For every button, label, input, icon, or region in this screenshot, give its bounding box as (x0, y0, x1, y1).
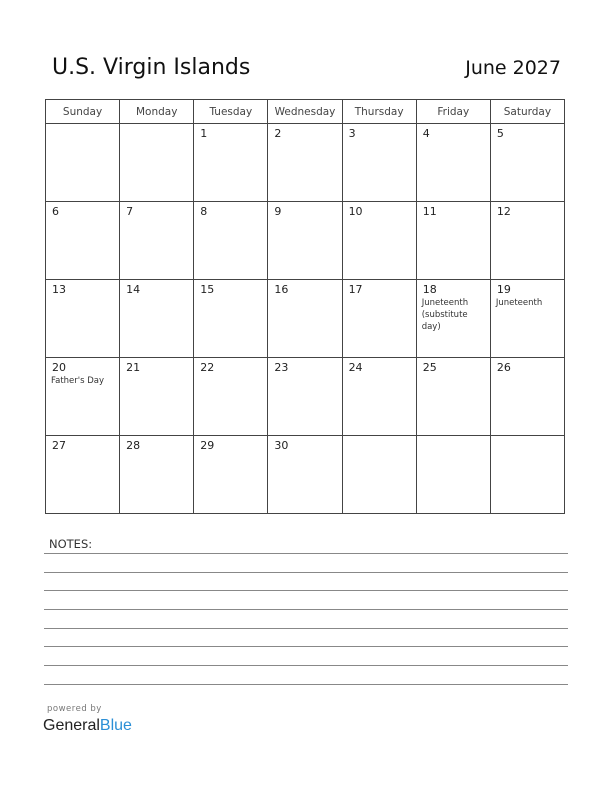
day-cell (342, 358, 416, 436)
day-cell (194, 280, 268, 358)
day-cell (416, 436, 490, 514)
day-number: 8 (200, 205, 208, 218)
week-row (46, 280, 565, 358)
day-number: 1 (200, 127, 208, 140)
day-number: 28 (126, 439, 141, 452)
day-cell (490, 280, 564, 358)
day-cell (490, 202, 564, 280)
notes-label: NOTES: (49, 537, 93, 551)
day-cell (490, 436, 564, 514)
calendar-grid (45, 99, 565, 514)
day-cell (46, 202, 120, 280)
day-number: 6 (52, 205, 59, 218)
brand-general: General (43, 717, 100, 734)
day-number: 18 (422, 283, 437, 296)
weekday-header: Monday (120, 100, 194, 124)
notes-line (44, 665, 568, 666)
day-cell (490, 124, 564, 202)
notes-line (44, 628, 568, 629)
weekday-header: Friday (416, 100, 490, 124)
day-cell (416, 202, 490, 280)
notes-line (44, 684, 568, 685)
day-cell (194, 436, 268, 514)
week-row (46, 202, 565, 280)
brand-blue: Blue (99, 717, 132, 734)
day-number: 4 (422, 127, 430, 140)
day-number: 9 (274, 205, 282, 218)
calendar-title: U.S. Virgin Islands (52, 55, 251, 80)
day-number: 7 (126, 205, 134, 218)
holiday-label: Juneteenth (495, 298, 543, 308)
day-cell (268, 280, 342, 358)
day-cell (120, 202, 194, 280)
notes-line (44, 590, 568, 591)
day-cell (194, 124, 268, 202)
day-number: 16 (274, 283, 289, 296)
notes-line (44, 553, 568, 554)
day-number: 24 (348, 361, 363, 374)
day-cell (46, 436, 120, 514)
day-number: 27 (52, 439, 66, 452)
day-number: 13 (52, 283, 66, 296)
weekday-header-row (46, 100, 565, 124)
day-number: 14 (126, 283, 141, 296)
day-cell (268, 436, 342, 514)
weekday-header: Thursday (342, 100, 416, 124)
day-cell (490, 358, 564, 436)
day-number: 5 (496, 127, 504, 140)
day-cell (46, 358, 120, 436)
day-number: 19 (496, 283, 511, 296)
day-cell (268, 124, 342, 202)
day-number: 30 (274, 439, 289, 452)
weekday-header: Tuesday (194, 100, 268, 124)
day-cell (342, 280, 416, 358)
day-number: 3 (348, 127, 356, 140)
day-cell (194, 358, 268, 436)
month-label: June 2027 (465, 57, 561, 79)
day-cell (416, 358, 490, 436)
day-number: 17 (348, 283, 363, 296)
day-cell (268, 358, 342, 436)
day-cell (342, 124, 416, 202)
powered-by-text: powered by (47, 704, 102, 714)
day-number: 20 (52, 361, 66, 374)
day-number: 29 (200, 439, 215, 452)
day-number: 25 (422, 361, 437, 374)
day-number: 21 (126, 361, 141, 374)
day-number: 22 (200, 361, 215, 374)
holiday-label: Father's Day (51, 376, 105, 386)
day-cell (46, 124, 120, 202)
day-cell (268, 202, 342, 280)
day-cell (120, 436, 194, 514)
day-number: 10 (348, 205, 363, 218)
weekday-header: Sunday (46, 100, 120, 124)
day-cell (120, 280, 194, 358)
generalblue-logo[interactable] (43, 717, 132, 735)
day-cell (342, 436, 416, 514)
day-number: 2 (274, 127, 282, 140)
week-row (46, 436, 565, 514)
weekday-header: Wednesday (268, 100, 342, 124)
day-cell (416, 280, 490, 358)
weekday-header: Saturday (490, 100, 564, 124)
holiday-label: Juneteenth (substitute day) (421, 298, 469, 332)
week-row (46, 358, 565, 436)
day-number: 26 (496, 361, 511, 374)
day-cell (194, 202, 268, 280)
day-cell (46, 280, 120, 358)
day-cell (342, 202, 416, 280)
day-cell (120, 358, 194, 436)
day-number: 15 (200, 283, 215, 296)
notes-line (44, 646, 568, 647)
day-number: 23 (274, 361, 289, 374)
day-number: 11 (422, 205, 437, 218)
day-cell (416, 124, 490, 202)
week-row (46, 124, 565, 202)
day-cell (120, 124, 194, 202)
notes-line (44, 609, 568, 610)
day-number: 12 (496, 205, 511, 218)
notes-line (44, 572, 568, 573)
